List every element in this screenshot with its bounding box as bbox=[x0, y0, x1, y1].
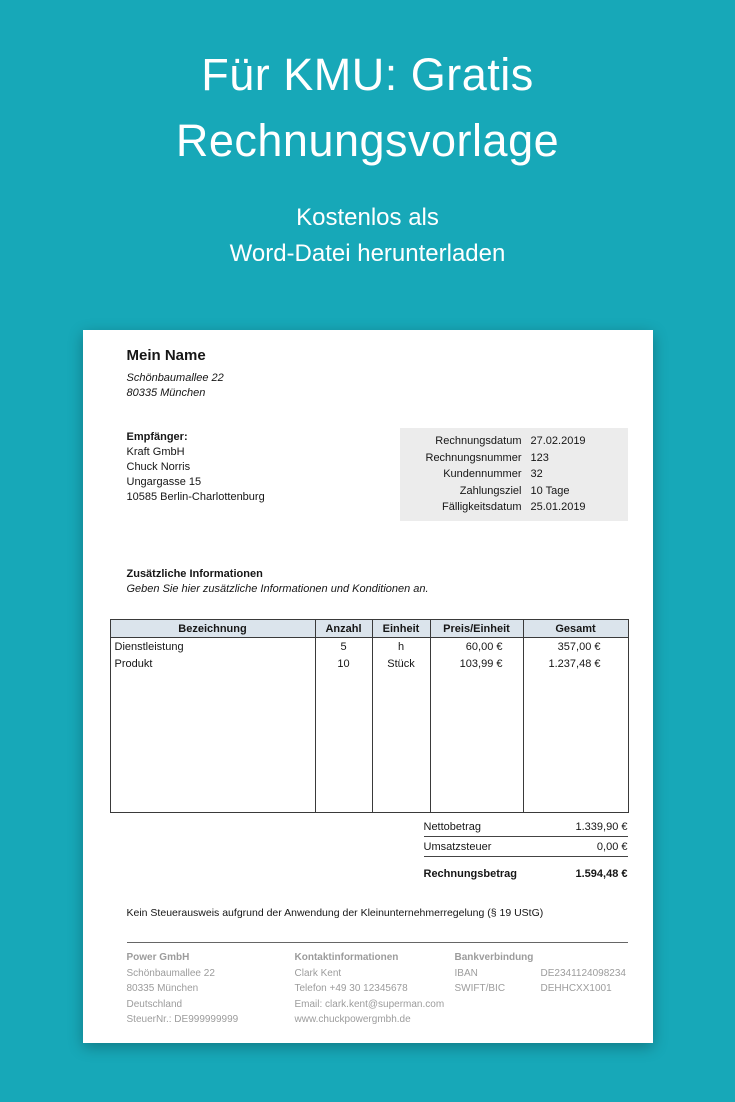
totals-block bbox=[424, 819, 628, 882]
hero-title-line1: Für KMU: Gratis bbox=[201, 49, 534, 100]
footer-company-line: Schönbaumallee 22 bbox=[126, 967, 215, 979]
grand-total-label: Rechnungsbetrag bbox=[423, 868, 518, 881]
totals-value: 1.339,90 € bbox=[575, 821, 628, 834]
footer-contact-line: Telefon +49 30 12345678 bbox=[294, 983, 408, 995]
meta-row bbox=[400, 450, 628, 466]
items-table-wrapper bbox=[110, 619, 629, 813]
invoice-items-table bbox=[110, 619, 629, 813]
additional-info-text: Geben Sie hier zusätzliche Informationen und Konditionen an. bbox=[126, 583, 429, 596]
meta-row bbox=[400, 433, 628, 449]
col-header-gesamt: Gesamt bbox=[523, 620, 628, 638]
item-bezeichnung: Dienstleistung bbox=[110, 638, 315, 656]
meta-value: 123 bbox=[530, 451, 549, 464]
footer-contact-line: Email: clark.kent@superman.com bbox=[294, 998, 445, 1010]
col-header-anzahl: Anzahl bbox=[315, 620, 372, 638]
meta-row bbox=[400, 466, 628, 482]
sender-block bbox=[127, 347, 224, 401]
meta-value: 25.01.2019 bbox=[530, 500, 586, 513]
bank-label: SWIFT/BIC bbox=[454, 983, 506, 995]
sender-address bbox=[127, 371, 224, 401]
hero-subtitle-line1: Kostenlos als bbox=[296, 204, 439, 232]
bank-value: DEHHCXX1001 bbox=[540, 983, 612, 995]
invoice-meta-box bbox=[400, 428, 628, 521]
items-header-row bbox=[110, 620, 628, 638]
footer-bank-title: Bankverbindung bbox=[454, 952, 534, 964]
item-anzahl: 5 bbox=[315, 638, 372, 656]
item-bezeichnung: Produkt bbox=[110, 655, 315, 672]
footer-company-line: 80335 München bbox=[126, 983, 199, 995]
bank-label: IBAN bbox=[454, 967, 478, 979]
hero-title-line2: Rechnungsvorlage bbox=[175, 115, 560, 167]
meta-value: 27.02.2019 bbox=[530, 435, 586, 448]
col-header-bezeichnung: Bezeichnung bbox=[110, 620, 315, 638]
sender-street: Schönbaumallee 22 bbox=[126, 372, 224, 385]
footer-bank-column bbox=[455, 950, 628, 1028]
tax-note: Kein Steuerausweis aufgrund der Anwendung der Kleinunternehmerregelung (§ 19 UStG) bbox=[126, 907, 544, 920]
recipient-block bbox=[127, 430, 265, 505]
meta-label: Kundennummer bbox=[443, 468, 522, 481]
invoice-document bbox=[83, 330, 653, 1043]
item-preis: 60,00 € bbox=[430, 638, 523, 656]
footer-company-line: SteuerNr.: DE999999999 bbox=[126, 1014, 239, 1026]
recipient-label: Empfänger: bbox=[126, 431, 188, 444]
bank-value: DE2341124098234 bbox=[540, 967, 626, 979]
totals-row bbox=[424, 819, 628, 837]
footer-contact-line: Clark Kent bbox=[294, 967, 342, 979]
item-preis: 103,99 € bbox=[430, 655, 523, 672]
bank-row bbox=[455, 966, 628, 982]
sender-name: Mein Name bbox=[126, 347, 206, 365]
footer-website: www.chuckpowergmbh.de bbox=[294, 1014, 411, 1026]
additional-info-block bbox=[127, 567, 429, 597]
totals-label: Nettobetrag bbox=[423, 821, 481, 834]
footer-company-column bbox=[127, 950, 295, 1028]
recipient-line: Ungargasse 15 bbox=[126, 476, 202, 489]
item-anzahl: 10 bbox=[315, 655, 372, 672]
hero-subtitle bbox=[0, 200, 735, 272]
footer-contact-column bbox=[295, 950, 455, 1028]
additional-info-title: Zusätzliche Informationen bbox=[126, 568, 263, 581]
bank-row bbox=[455, 981, 628, 997]
meta-row bbox=[400, 499, 628, 515]
hero-subtitle-line2: Word-Datei herunterladen bbox=[229, 240, 506, 268]
totals-row bbox=[424, 839, 628, 857]
totals-value: 0,00 € bbox=[596, 841, 628, 854]
meta-row bbox=[400, 483, 628, 499]
meta-label: Rechnungsnummer bbox=[425, 451, 522, 464]
sender-city: 80335 München bbox=[126, 387, 206, 400]
items-empty-space-row bbox=[110, 672, 628, 813]
totals-label: Umsatzsteuer bbox=[423, 841, 492, 854]
meta-value: 10 Tage bbox=[530, 484, 570, 497]
hero-section bbox=[0, 0, 735, 272]
recipient-line: Chuck Norris bbox=[126, 461, 191, 474]
item-einheit: h bbox=[372, 638, 430, 656]
meta-label: Fälligkeitsdatum bbox=[442, 500, 522, 513]
item-row bbox=[110, 638, 628, 656]
recipient-line: 10585 Berlin-Charlottenburg bbox=[126, 491, 265, 504]
footer-company-line: Deutschland bbox=[126, 998, 183, 1010]
footer-company-title: Power GmbH bbox=[126, 952, 190, 964]
meta-label: Rechnungsdatum bbox=[435, 435, 522, 448]
hero-title bbox=[0, 0, 735, 174]
item-gesamt: 357,00 € bbox=[523, 638, 628, 656]
item-gesamt: 1.237,48 € bbox=[523, 655, 628, 672]
grand-total-value: 1.594,48 € bbox=[575, 868, 628, 881]
meta-label: Zahlungsziel bbox=[459, 484, 522, 497]
item-row bbox=[110, 655, 628, 672]
col-header-preis: Preis/Einheit bbox=[430, 620, 523, 638]
meta-value: 32 bbox=[530, 468, 543, 481]
item-einheit: Stück bbox=[372, 655, 430, 672]
recipient-line: Kraft GmbH bbox=[126, 446, 185, 459]
col-header-einheit: Einheit bbox=[372, 620, 430, 638]
grand-total-row bbox=[424, 866, 628, 882]
footer-contact-title: Kontaktinformationen bbox=[294, 952, 399, 964]
invoice-footer bbox=[127, 942, 628, 1028]
